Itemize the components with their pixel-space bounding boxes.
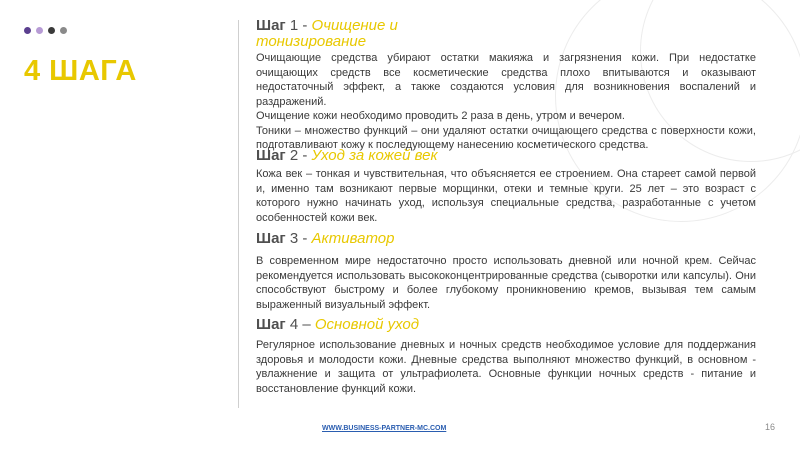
- step-1-paragraph: Тоники – множество функций – они удаляют остатки очищающего средства с поверхности кожи, подготавливают кожу к последующему нанесению косметического средства.: [256, 124, 756, 151]
- decorative-dots: [24, 27, 67, 34]
- step-4-heading: Шаг 4 – Основной уход: [256, 316, 420, 333]
- step-1-text: [256, 51, 756, 153]
- divider-line: [238, 20, 239, 408]
- dot-4: [60, 27, 67, 34]
- website-link[interactable]: WWW.BUSINESS-PARTNER-MC.COM: [322, 425, 447, 432]
- step-3-paragraph: В современном мире недостаточно просто использовать дневной или ночной крем. Сейчас рекомендуется использовать высококонцентрированные средства (сыворотки или капсулы). Они способствуют быстрому и более глубокому проникновению кремов, вызывая тем самым выраженный визуальный эффект.: [256, 255, 756, 311]
- step-4-text: [256, 338, 756, 396]
- page-number: 16: [765, 422, 776, 432]
- step-1-heading: Шаг 1 - Очищение и тонизирование: [256, 17, 398, 50]
- step-2-heading: Шаг 2 - Уход за кожей век: [256, 147, 438, 164]
- slide-title: 4 ШАГА: [24, 55, 137, 87]
- step-2-text: [256, 167, 756, 225]
- dot-1: [24, 27, 31, 34]
- step-3-text: [256, 254, 756, 312]
- step-3-heading: Шаг 3 - Активатор: [256, 230, 395, 247]
- step-1-paragraph: Очищающие средства убирают остатки макияжа и загрязнения кожи. При недостатке очищающих средств все косметические средства плохо впитываются и оказывают недостаточный эффект, а также создаются условия для возникновения воспалений и раздражений.: [256, 52, 756, 108]
- step-1-paragraph: Очищение кожи необходимо проводить 2 раза в день, утром и вечером.: [256, 110, 625, 122]
- step-4-paragraph: Регулярное использование дневных и ночных средств необходимое условие для поддержания здоровья и молодости кожи. Дневные средства выполняют множество функций, в основном - увлажнение и защита от ультрафиолета. Основные функции ночных средств - питание и восстановление функций кожи.: [256, 339, 756, 395]
- dot-3: [48, 27, 55, 34]
- dot-2: [36, 27, 43, 34]
- step-2-paragraph: Кожа век – тонкая и чувствительная, что объясняется ее строением. Она стареет самой первой и, именно там возникают первые морщинки, отеки и темные круги. 25 лет – это возраст с которого нужно начинать уход, используя специальные средства, разработанные с учетом особенностей кожи век.: [256, 168, 756, 224]
